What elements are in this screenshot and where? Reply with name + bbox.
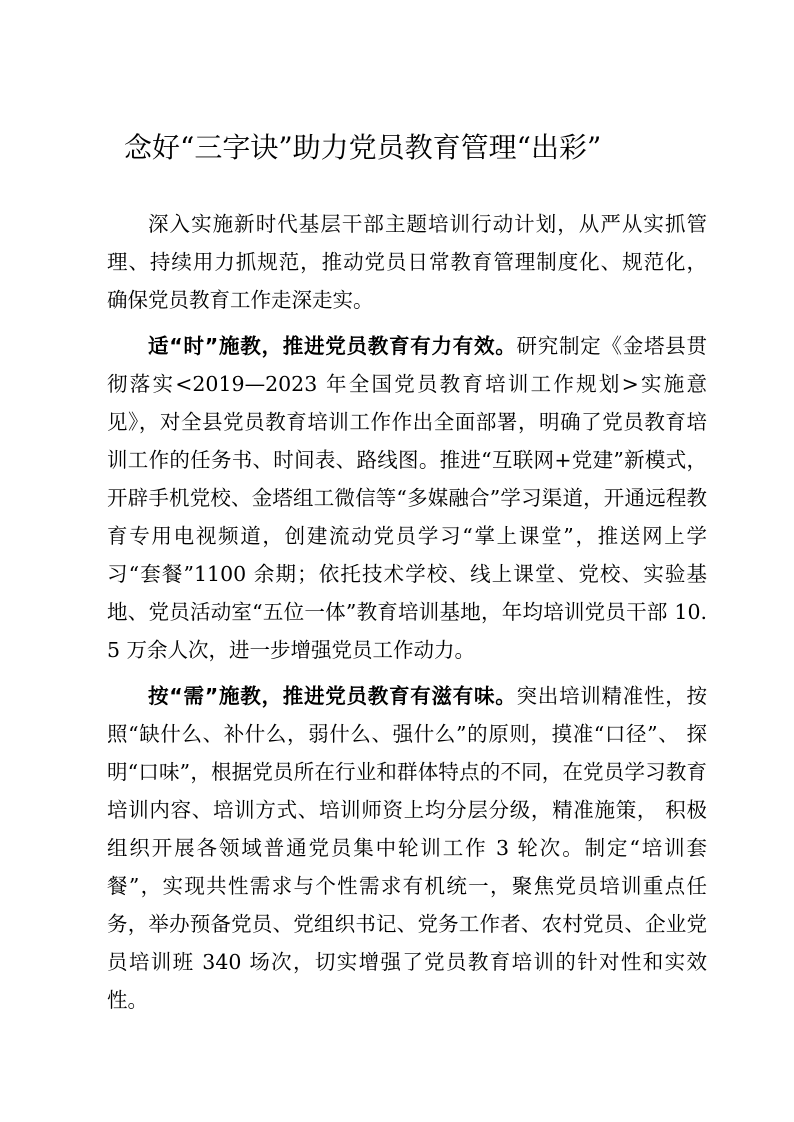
paragraph-intro bbox=[107, 205, 707, 319]
paragraph-text: 深入实施新时代基层干部主题培训行动计划，从严从实抓管 理、持续用力抓规范，推动党员日常教育管理制度化、规范化， 确保党员教育工作走深走实。 bbox=[107, 212, 707, 312]
paragraph-need-based-education bbox=[107, 677, 707, 1019]
paragraph-text: 突出培训精准性，按照“缺什么、补什么，弱什么、强什么”的原则，摸准“口径”、 探明“口味”，根据党员所在行业和群体特点的不同，在党员学习教育培训内容、培训方式、培训师资上均分层分级，精准施策， 积极组织开展各领域普通党员集中轮训工作 3 轮次。制定“培训套餐”，实现共性需求与个性需求有机统一，聚焦党员培训重点任务，举办预备党员、党组织书记、党务工作者、农村党员、企业党员培训班 340 场次，切实增强了党员教育培训的针对性和实效性。 bbox=[107, 684, 707, 1012]
paragraph-heading: 适“时”施教，推进党员教育有力有效。 bbox=[148, 334, 517, 358]
article-body bbox=[107, 205, 707, 1027]
paragraph-heading: 按“需”施教，推进党员教育有滋有味。 bbox=[148, 684, 517, 708]
page-title: 念好“三字诀”助力党员教育管理“出彩” bbox=[124, 131, 602, 164]
paragraph-timely-education bbox=[107, 327, 707, 669]
paragraph-text: 研究制定《金塔县贯彻落实<2019—2023 年全国党员教育培训工作规划>实施意见》，对全县党员教育培训工作作出全面部署，明确了党员教育培训工作的任务书、时间表、路线图。推进“互联网+党建”新模式，开辟手机党校、金塔组工微信等“多媒融合”学习渠道，开通远程教育专用电视频道，创建流动党员学习“掌上课堂”，推送网上学习“套餐”1100 余期；依托技术学校、线上课堂、党校、实验基地、党员活动室“五位一体”教育培训基地，年均培训党员干部 10.5 万余人次，进一步增强党员工作动力。 bbox=[107, 334, 707, 662]
